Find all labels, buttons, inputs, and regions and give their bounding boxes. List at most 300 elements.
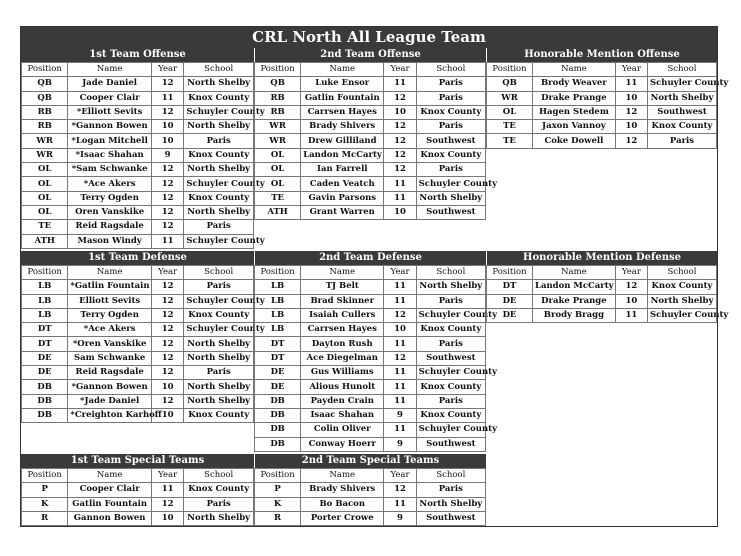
cell-school: North Shelby — [184, 77, 254, 91]
cell-position: LB — [22, 280, 68, 294]
cell-position: R — [255, 511, 301, 525]
cell-position: OL — [255, 163, 301, 177]
cell-name: Jade Daniel — [68, 77, 152, 91]
cell-position: DE — [22, 366, 68, 380]
cell-name: *Sam Schwanke — [68, 163, 152, 177]
table-row — [255, 77, 486, 91]
cell-school: Paris — [184, 134, 254, 148]
cell-name: Elliott Sevits — [68, 294, 152, 308]
page-title: CRL North All League Team — [21, 27, 717, 48]
cell-name: Coke Dowell — [533, 134, 616, 148]
cell-name: *Ace Akers — [68, 177, 152, 191]
section-heading: 1st Team Offense — [21, 48, 254, 62]
cell-year: 12 — [151, 337, 183, 351]
cell-name: Gavin Parsons — [301, 191, 384, 205]
column-header-year: Year — [151, 63, 183, 77]
column-header-position: Position — [22, 266, 68, 280]
cell-school: North Shelby — [647, 294, 716, 308]
column-header-position: Position — [22, 63, 68, 77]
cell-school: Knox County — [184, 91, 254, 105]
cell-school: North Shelby — [184, 163, 254, 177]
table-row — [22, 483, 254, 497]
cell-name: Reid Ragsdale — [68, 220, 152, 234]
column-header-school: School — [184, 266, 254, 280]
cell-year: 12 — [615, 134, 647, 148]
cell-school: North Shelby — [184, 394, 254, 408]
cell-position: DE — [255, 380, 301, 394]
column-header-position: Position — [255, 63, 301, 77]
cell-name: TJ Belt — [301, 280, 384, 294]
cell-year: 11 — [615, 308, 647, 322]
cell-position: K — [255, 497, 301, 511]
cell-year: 11 — [151, 234, 183, 248]
table-row — [255, 323, 486, 337]
cell-year: 12 — [151, 394, 183, 408]
table-row — [22, 408, 254, 422]
cell-position: OL — [22, 205, 68, 219]
cell-position: LB — [255, 280, 301, 294]
cell-name: Oren Vanskike — [68, 205, 152, 219]
cell-year: 10 — [151, 511, 183, 525]
cell-position: WR — [22, 134, 68, 148]
cell-year: 11 — [384, 77, 416, 91]
cell-position: QB — [22, 91, 68, 105]
cell-school: Schuyler County — [647, 77, 716, 91]
table-row — [22, 191, 254, 205]
cell-school: Paris — [416, 337, 485, 351]
table-row — [255, 148, 486, 162]
table-header-row — [487, 266, 717, 280]
table-row — [22, 105, 254, 119]
roster-table — [21, 468, 254, 526]
cell-name: Gannon Bowen — [68, 511, 152, 525]
cell-position: DB — [22, 408, 68, 422]
cell-year: 10 — [151, 134, 183, 148]
cell-school: Knox County — [184, 408, 254, 422]
cell-school: North Shelby — [184, 120, 254, 134]
table-row — [22, 351, 254, 365]
cell-year: 9 — [151, 148, 183, 162]
roster-table — [21, 62, 265, 249]
cell-school: Schuyler County — [184, 177, 254, 191]
cell-year: 11 — [384, 497, 416, 511]
column-header-year: Year — [384, 63, 416, 77]
cell-position: OL — [22, 177, 68, 191]
cell-year: 10 — [615, 294, 647, 308]
cell-name: Mason Windy — [68, 234, 152, 248]
column-header-position: Position — [255, 266, 301, 280]
cell-school: Paris — [416, 483, 485, 497]
cell-year: 11 — [384, 366, 416, 380]
section-1st-team-offense — [21, 48, 265, 249]
cell-name: *Creighton Karhoff — [68, 408, 152, 422]
table-row — [255, 380, 486, 394]
column-header-year: Year — [384, 469, 416, 483]
column-header-name: Name — [533, 266, 616, 280]
cell-position: DE — [22, 351, 68, 365]
column-header-school: School — [416, 63, 485, 77]
table-row — [22, 220, 254, 234]
cell-position: DB — [255, 423, 301, 437]
cell-name: *Gannon Bowen — [68, 120, 152, 134]
cell-year: 12 — [384, 163, 416, 177]
column-header-name: Name — [301, 469, 384, 483]
cell-position: P — [255, 483, 301, 497]
cell-name: Terry Ogden — [68, 191, 152, 205]
cell-position: DB — [22, 380, 68, 394]
cell-name: Carrsen Hayes — [301, 105, 384, 119]
table-row — [255, 191, 486, 205]
cell-year: 12 — [151, 308, 183, 322]
cell-school: Paris — [416, 394, 485, 408]
column-header-name: Name — [68, 266, 152, 280]
cell-name: *Elliott Sevits — [68, 105, 152, 119]
cell-name: Gus Williams — [301, 366, 384, 380]
column-header-school: School — [647, 266, 716, 280]
table-row — [255, 105, 486, 119]
cell-position: DT — [255, 351, 301, 365]
cell-school: North Shelby — [184, 511, 254, 525]
cell-position: TE — [22, 220, 68, 234]
table-row — [22, 308, 254, 322]
cell-school: North Shelby — [184, 380, 254, 394]
table-row — [255, 308, 486, 322]
table-row — [487, 91, 717, 105]
cell-year: 12 — [384, 91, 416, 105]
cell-name: *Isaac Shahan — [68, 148, 152, 162]
cell-school: Southwest — [416, 205, 485, 219]
cell-year: 11 — [384, 177, 416, 191]
cell-position: WR — [22, 148, 68, 162]
cell-name: Gatlin Fountain — [68, 497, 152, 511]
section-honorable-mention-defense — [486, 251, 729, 323]
cell-name: Bo Bacon — [301, 497, 384, 511]
cell-position: WR — [255, 134, 301, 148]
column-header-position: Position — [487, 266, 533, 280]
cell-school: Schuyler County — [416, 308, 485, 322]
cell-name: Colin Oliver — [301, 423, 384, 437]
table-row — [22, 366, 254, 380]
cell-name: Brody Bragg — [533, 308, 616, 322]
table-row — [22, 205, 254, 219]
cell-position: ATH — [255, 205, 301, 219]
cell-school: Paris — [184, 497, 254, 511]
table-row — [255, 408, 486, 422]
cell-year: 12 — [384, 120, 416, 134]
cell-position: OL — [255, 177, 301, 191]
cell-position: QB — [487, 77, 533, 91]
cell-school: Paris — [184, 220, 254, 234]
cell-position: K — [22, 497, 68, 511]
column-header-name: Name — [68, 63, 152, 77]
cell-school: North Shelby — [647, 91, 716, 105]
cell-school: Knox County — [184, 148, 254, 162]
table-row — [22, 134, 254, 148]
cell-year: 10 — [151, 120, 183, 134]
table-row — [255, 205, 486, 219]
cell-year: 11 — [151, 483, 183, 497]
cell-name: Isaiah Cullers — [301, 308, 384, 322]
cell-year: 12 — [151, 366, 183, 380]
table-row — [22, 163, 254, 177]
cell-school: Knox County — [184, 483, 254, 497]
cell-name: Hagen Stedem — [533, 105, 616, 119]
table-row — [255, 497, 486, 511]
cell-school: Paris — [184, 280, 254, 294]
cell-name: Carrsen Hayes — [301, 323, 384, 337]
cell-year: 12 — [151, 280, 183, 294]
cell-name: Brad Skinner — [301, 294, 384, 308]
cell-year: 11 — [384, 191, 416, 205]
cell-school: Schuyler County — [416, 366, 485, 380]
cell-school: Knox County — [416, 105, 485, 119]
table-header-row — [487, 63, 717, 77]
section-heading: 2nd Team Defense — [254, 251, 486, 265]
all-league-sheet — [20, 26, 729, 527]
section-heading: 1st Team Special Teams — [21, 454, 254, 468]
column-header-position: Position — [487, 63, 533, 77]
cell-position: OL — [487, 105, 533, 119]
cell-year: 12 — [384, 351, 416, 365]
cell-name: *Logan Mitchell — [68, 134, 152, 148]
cell-year: 12 — [151, 177, 183, 191]
cell-position: LB — [255, 308, 301, 322]
cell-position: LB — [255, 323, 301, 337]
cell-position: DT — [487, 280, 533, 294]
cell-name: Cooper Clair — [68, 483, 152, 497]
table-row — [22, 323, 254, 337]
cell-name: Payden Crain — [301, 394, 384, 408]
cell-position: TE — [487, 120, 533, 134]
table-row — [22, 177, 254, 191]
cell-school: Knox County — [416, 408, 485, 422]
cell-year: 10 — [384, 323, 416, 337]
cell-year: 12 — [151, 105, 183, 119]
cell-year: 12 — [151, 191, 183, 205]
column-header-year: Year — [615, 266, 647, 280]
cell-name: Porter Crowe — [301, 511, 384, 525]
column-header-position: Position — [22, 469, 68, 483]
cell-name: Brody Weaver — [533, 77, 616, 91]
table-row — [487, 280, 717, 294]
column-header-name: Name — [68, 469, 152, 483]
cell-year: 12 — [615, 105, 647, 119]
table-row — [255, 294, 486, 308]
section-heading: Honorable Mention Offense — [486, 48, 717, 62]
cell-position: QB — [255, 77, 301, 91]
cell-position: WR — [487, 91, 533, 105]
table-header-row — [255, 266, 486, 280]
section-1st-team-special-teams — [21, 454, 254, 526]
cell-year: 9 — [384, 511, 416, 525]
cell-year: 11 — [384, 337, 416, 351]
column-header-name: Name — [533, 63, 616, 77]
cell-position: DB — [255, 437, 301, 451]
cell-name: Brady Shivers — [301, 483, 384, 497]
cell-name: Conway Hoerr — [301, 437, 384, 451]
cell-school: Schuyler County — [416, 423, 485, 437]
table-row — [487, 120, 717, 134]
section-1st-team-defense — [21, 251, 265, 423]
cell-name: Grant Warren — [301, 205, 384, 219]
cell-name: Drake Prange — [533, 294, 616, 308]
cell-year: 12 — [384, 148, 416, 162]
table-row — [255, 120, 486, 134]
cell-year: 11 — [384, 380, 416, 394]
section-honorable-mention-offense — [486, 48, 729, 149]
cell-year: 12 — [151, 294, 183, 308]
cell-name: Sam Schwanke — [68, 351, 152, 365]
table-header-row — [22, 266, 254, 280]
cell-school: Southwest — [416, 437, 485, 451]
table-row — [255, 483, 486, 497]
column-header-year: Year — [151, 266, 183, 280]
table-header-row — [255, 63, 486, 77]
table-row — [255, 337, 486, 351]
table-header-row — [22, 469, 254, 483]
cell-school: Knox County — [184, 308, 254, 322]
table-row — [255, 177, 486, 191]
cell-name: *Gannon Bowen — [68, 380, 152, 394]
cell-position: DB — [255, 408, 301, 422]
column-header-school: School — [184, 63, 254, 77]
table-row — [255, 134, 486, 148]
cell-year: 12 — [151, 351, 183, 365]
roster-table — [254, 265, 498, 452]
column-header-year: Year — [615, 63, 647, 77]
cell-name: Caden Veatch — [301, 177, 384, 191]
cell-name: Cooper Clair — [68, 91, 152, 105]
table-row — [22, 91, 254, 105]
cell-school: Southwest — [416, 351, 485, 365]
cell-position: DT — [22, 337, 68, 351]
cell-school: Schuyler County — [184, 323, 254, 337]
cell-position: RB — [255, 105, 301, 119]
cell-position: DB — [22, 394, 68, 408]
cell-school: North Shelby — [416, 191, 485, 205]
cell-year: 10 — [151, 380, 183, 394]
column-header-school: School — [416, 266, 485, 280]
cell-name: Ace Diegelman — [301, 351, 384, 365]
cell-year: 12 — [151, 77, 183, 91]
cell-school: Paris — [416, 163, 485, 177]
table-row — [22, 394, 254, 408]
cell-year: 12 — [384, 308, 416, 322]
cell-position: P — [22, 483, 68, 497]
cell-name: *Ace Akers — [68, 323, 152, 337]
cell-year: 10 — [384, 105, 416, 119]
table-row — [22, 497, 254, 511]
cell-name: Gatlin Fountain — [301, 91, 384, 105]
table-row — [255, 423, 486, 437]
cell-school: Schuyler County — [416, 177, 485, 191]
cell-position: TE — [255, 191, 301, 205]
table-row — [487, 77, 717, 91]
table-header-row — [255, 469, 486, 483]
cell-position: RB — [22, 120, 68, 134]
cell-position: RB — [255, 91, 301, 105]
roster-table — [486, 62, 729, 149]
section-heading: Honorable Mention Defense — [486, 251, 717, 265]
cell-school: Paris — [184, 366, 254, 380]
cell-school: Southwest — [416, 511, 485, 525]
table-row — [255, 437, 486, 451]
table-row — [255, 366, 486, 380]
cell-year: 10 — [151, 408, 183, 422]
cell-school: Paris — [416, 294, 485, 308]
table-row — [255, 91, 486, 105]
cell-school: Southwest — [416, 134, 485, 148]
cell-year: 11 — [384, 423, 416, 437]
cell-name: Dayton Rush — [301, 337, 384, 351]
cell-year: 10 — [384, 205, 416, 219]
cell-name: *Oren Vanskike — [68, 337, 152, 351]
cell-school: Paris — [416, 77, 485, 91]
cell-name: Landon McCarty — [301, 148, 384, 162]
roster-table — [21, 265, 265, 423]
cell-name: *Gatlin Fountain — [68, 280, 152, 294]
cell-year: 12 — [615, 280, 647, 294]
cell-name: Drake Prange — [533, 91, 616, 105]
cell-year: 11 — [151, 91, 183, 105]
section-heading: 2nd Team Offense — [254, 48, 486, 62]
table-row — [22, 234, 254, 248]
section-heading: 2nd Team Special Teams — [254, 454, 486, 468]
table-header-row — [22, 63, 254, 77]
cell-year: 12 — [384, 134, 416, 148]
section-2nd-team-special-teams — [254, 454, 486, 526]
cell-year: 11 — [384, 394, 416, 408]
column-header-name: Name — [301, 63, 384, 77]
table-row — [487, 294, 717, 308]
table-row — [22, 337, 254, 351]
table-row — [22, 380, 254, 394]
cell-name: Luke Ensor — [301, 77, 384, 91]
cell-name: *Jade Daniel — [68, 394, 152, 408]
cell-name: Brady Shivers — [301, 120, 384, 134]
table-row — [255, 163, 486, 177]
cell-position: WR — [255, 120, 301, 134]
cell-position: OL — [255, 148, 301, 162]
column-header-year: Year — [151, 469, 183, 483]
roster-table — [486, 265, 729, 323]
cell-year: 10 — [615, 91, 647, 105]
cell-school: Paris — [416, 91, 485, 105]
cell-year: 12 — [151, 163, 183, 177]
cell-year: 9 — [384, 437, 416, 451]
cell-year: 10 — [615, 120, 647, 134]
cell-position: DB — [255, 394, 301, 408]
table-row — [487, 134, 717, 148]
section-2nd-team-defense — [254, 251, 498, 452]
cell-school: Schuyler County — [647, 308, 716, 322]
column-header-position: Position — [255, 469, 301, 483]
table-row — [255, 511, 486, 525]
cell-year: 12 — [151, 323, 183, 337]
table-row — [487, 105, 717, 119]
cell-school: Knox County — [184, 191, 254, 205]
cell-school: Paris — [647, 134, 716, 148]
cell-position: DT — [22, 323, 68, 337]
cell-year: 12 — [384, 483, 416, 497]
cell-position: LB — [22, 294, 68, 308]
cell-position: RB — [22, 105, 68, 119]
table-row — [22, 77, 254, 91]
cell-school: Southwest — [647, 105, 716, 119]
cell-position: DT — [255, 337, 301, 351]
column-header-name: Name — [301, 266, 384, 280]
cell-name: Landon McCarty — [533, 280, 616, 294]
